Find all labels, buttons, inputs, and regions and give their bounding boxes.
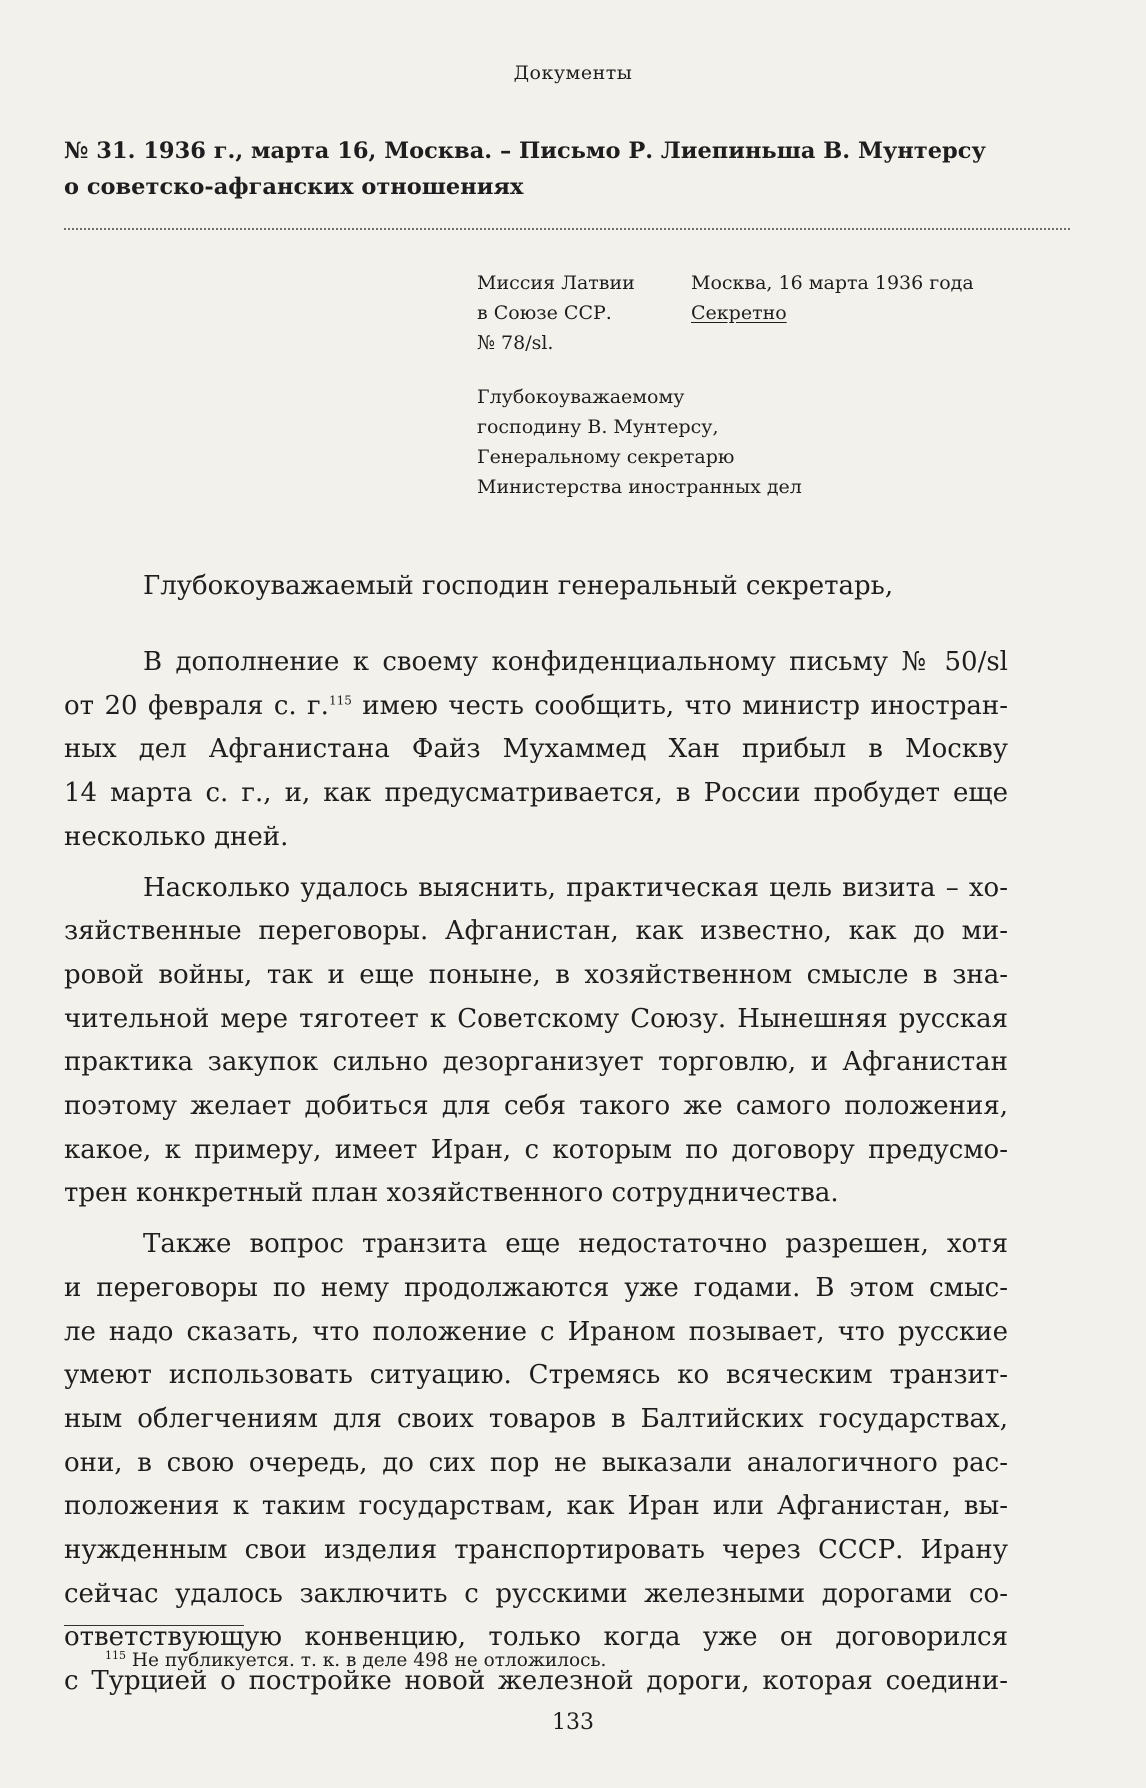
body-line: ле надо сказать, что положение с Ираном позывает, что русские — [64, 1316, 1008, 1347]
body-line: Также вопрос транзита еще недостаточно разрешен, хотя — [143, 1229, 1008, 1260]
salutation: Глубокоуважаемый господин генеральный секретарь, — [143, 571, 894, 601]
document-title — [64, 133, 1070, 205]
addressee-line: Министерства иностранных дел — [477, 476, 802, 498]
paragraph — [64, 867, 1008, 1217]
footnote-marker: 115 — [105, 1648, 126, 1662]
sender-block — [477, 268, 635, 358]
body-line: поэтому желает добиться для себя такого же самого положения, — [64, 1091, 1008, 1122]
addressee-line: Глубокоуважаемому — [477, 386, 685, 408]
footnote-ref[interactable]: 115 — [328, 693, 352, 708]
place-date-block — [691, 268, 974, 328]
body-line: чительной мере тяготеет к Советскому Союзу. Нынешняя русская — [64, 1003, 1008, 1034]
classification-mark: Секретно — [691, 302, 787, 324]
footnote — [105, 1647, 606, 1675]
letter-body — [64, 641, 1008, 1711]
body-line: с Турцией о постройке новой железной дороги, которая соедини- — [64, 1666, 1008, 1697]
body-line: зяйственные переговоры. Афганистан, как известно, как до ми- — [64, 916, 1008, 947]
sender-line: в Союзе ССР. — [477, 302, 612, 324]
addressee-line: господину В. Мунтерсу, — [477, 416, 719, 438]
body-line: положения к таким государствам, как Иран или Афганистан, вы- — [64, 1491, 1008, 1522]
body-line: 14 марта с. г., и, как предусматривается, в России пробудет еще — [64, 778, 1008, 809]
body-line: несколько дней. — [64, 821, 289, 852]
body-line: ных дел Афганистана Файз Мухаммед Хан прибыл в Москву — [64, 734, 1008, 765]
footnote-rule — [64, 1625, 244, 1626]
body-text: от 20 февраля с. г. — [64, 690, 329, 721]
addressee-block — [477, 382, 802, 502]
body-line: В дополнение к своему конфиденциальному письму № 50/sl — [143, 647, 1008, 677]
sender-line: Миссия Латвии — [477, 272, 635, 294]
body-line: ответствующую конвенцию, только когда уже он договорился — [64, 1622, 1008, 1653]
sender-line: № 78/sl. — [477, 332, 554, 354]
title-line: № 31. 1936 г., марта 16, Москва. – Письмо Р. Лиепиньша В. Мунтерсу — [64, 138, 986, 164]
body-line — [64, 685, 1008, 729]
paragraph — [64, 1223, 1008, 1704]
body-line: трен конкретный план хозяйственного сотрудничества. — [64, 1178, 839, 1209]
body-line: они, в свою очередь, до сих пор не выказали аналогичного рас- — [64, 1447, 1008, 1478]
body-line: сейчас удалось заключить с русскими железными дорогами со- — [64, 1578, 1008, 1609]
footnote-text: Не публикуется. т. к. в деле 498 не отложилось. — [131, 1650, 607, 1671]
body-line: нужденным свои изделия транспортировать через СССР. Ирану — [64, 1535, 1008, 1566]
body-line: практика закупок сильно дезорганизует торговлю, и Афганистан — [64, 1047, 1008, 1078]
body-line: какое, к примеру, имеет Иран, с которым по договору предусмо- — [64, 1134, 1008, 1165]
body-line: ровой войны, так и еще поныне, в хозяйственном смысле в зна- — [64, 959, 1008, 990]
body-line: и переговоры по нему продолжаются уже годами. В этом смыс- — [64, 1272, 1008, 1303]
running-head: Документы — [513, 62, 633, 84]
title-line: о советско-афганских отношениях — [64, 174, 524, 200]
addressee-line: Генеральному секретарю — [477, 446, 735, 468]
page-number: 133 — [552, 1710, 594, 1735]
dotted-divider — [64, 228, 1070, 230]
body-text: имею честь сообщить, что министр иностран- — [351, 690, 1008, 721]
body-line: Насколько удалось выяснить, практическая цель визита – хо- — [143, 872, 1008, 903]
body-line: умеют использовать ситуацию. Стремясь ко всяческим транзит- — [64, 1360, 1008, 1391]
body-line: ным облегчениям для своих товаров в Балтийских государствах, — [64, 1403, 1008, 1434]
paragraph — [64, 641, 1008, 860]
place-date: Москва, 16 марта 1936 года — [691, 272, 974, 294]
